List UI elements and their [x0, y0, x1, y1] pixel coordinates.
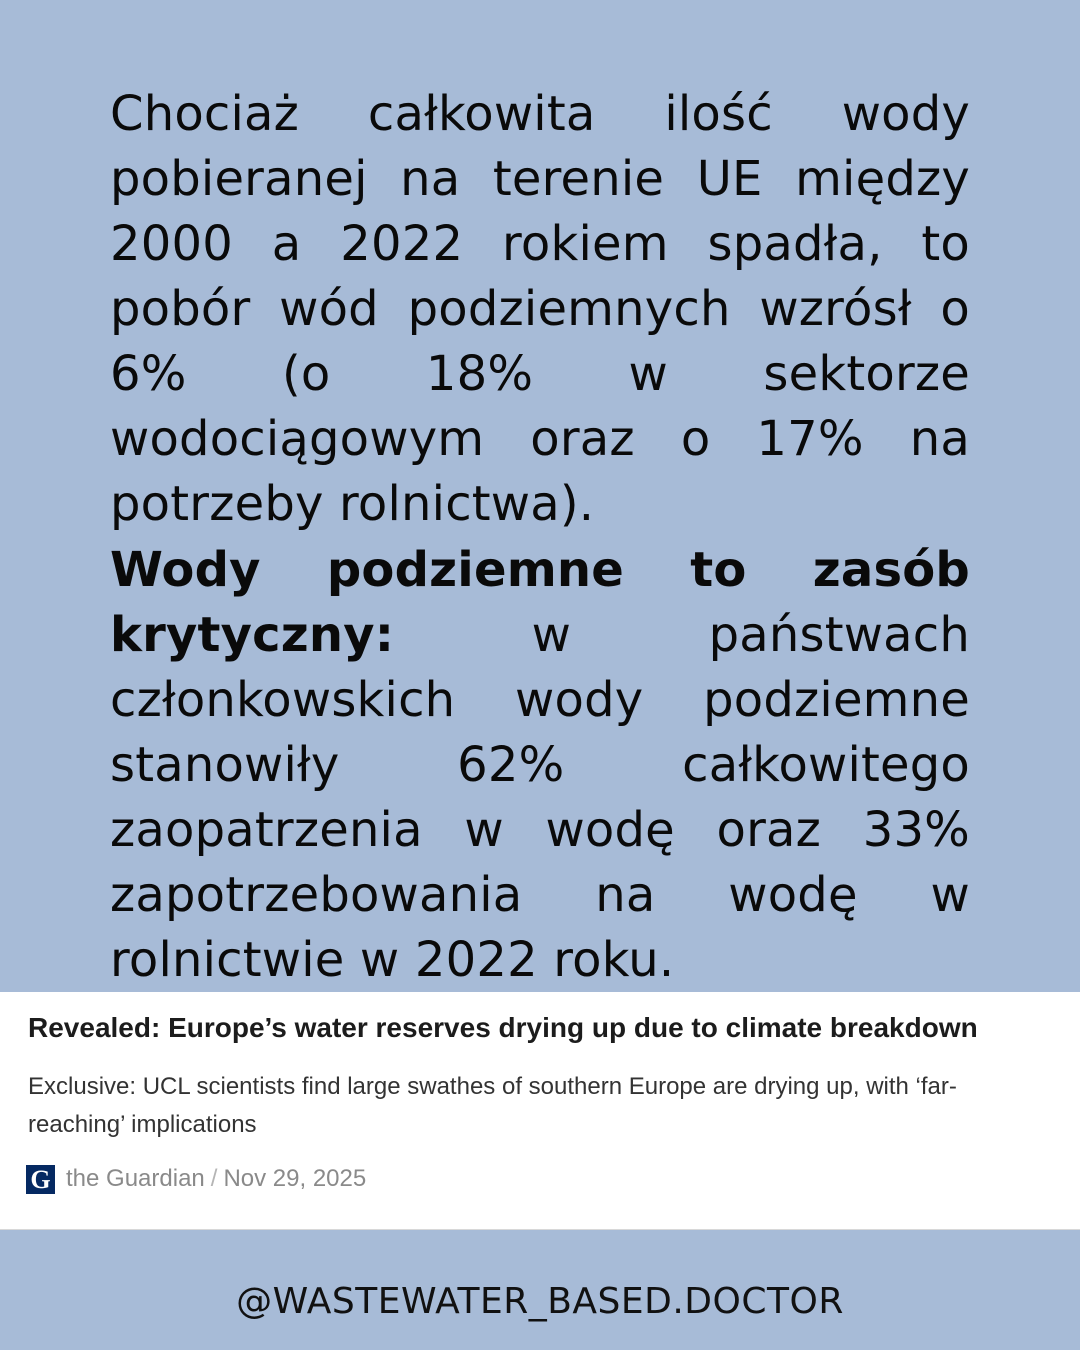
news-summary: Exclusive: UCL scientists find large swathes of southern Europe are drying up, with ‘far-reaching’ implications: [28, 1073, 957, 1138]
news-headline[interactable]: Revealed: Europe’s water reserves drying up due to climate breakdown: [28, 1012, 978, 1043]
intro-paragraph: [110, 82, 970, 537]
news-source: [26, 1164, 366, 1194]
news-link-card[interactable]: [0, 992, 1080, 1230]
source-name: the Guardian: [66, 1165, 205, 1192]
groundwater-paragraph: [110, 538, 970, 993]
groundwater-lead: Wody podziemne to zasób krytyczny:: [110, 542, 970, 663]
account-handle: @WASTEWATER_BASED.DOCTOR: [236, 1281, 844, 1322]
publish-date: Nov 29, 2025: [223, 1165, 367, 1192]
guardian-logo-icon: G: [26, 1165, 55, 1194]
groundwater-paragraph-text: w państwach członkowskich wody podziemne stanowiły 62% całkowitego zaopatrzenia w wodę oraz 33% zapotrzebowania na wodę w rolnictwie w 2022 roku.: [110, 607, 970, 988]
source-separator: /: [210, 1165, 218, 1192]
intro-paragraph-text: Chociaż całkowita ilość wody pobieranej na terenie UE między 2000 a 2022 rokiem spadła, to pobór wód podziemnych wzrósł o 6% (o 18% w sektorze wodociągowym oraz o 17% na potrzeby rolnictwa).: [110, 86, 970, 532]
